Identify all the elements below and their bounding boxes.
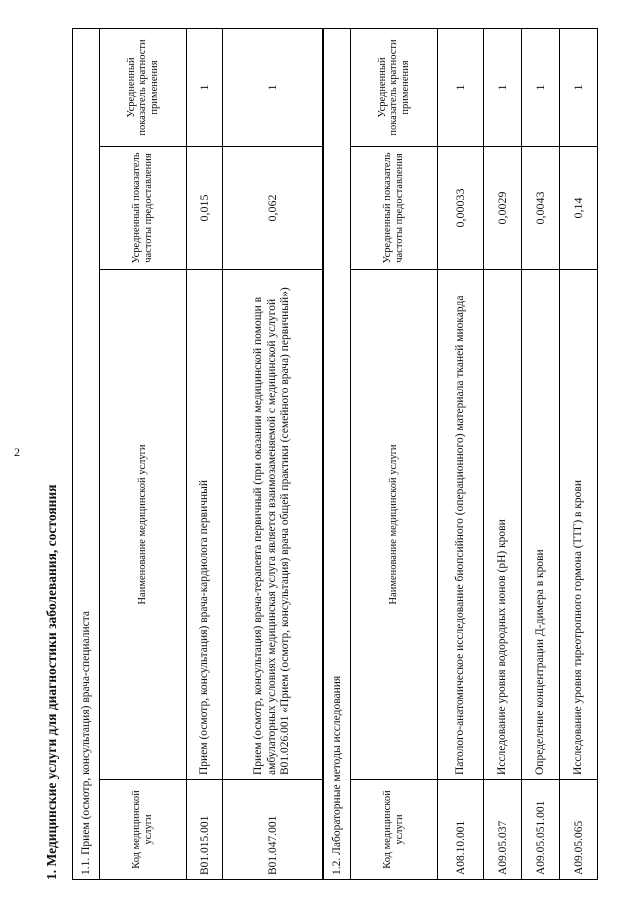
service-code: B01.047.001	[223, 780, 323, 880]
table-consultations	[72, 28, 323, 880]
multiplicity-value: 1	[438, 29, 484, 147]
table-row	[438, 29, 484, 880]
header-name: Наименование медицинской услуги	[351, 270, 438, 780]
multiplicity-value: 1	[223, 28, 323, 146]
service-code: A09.05.037	[484, 780, 522, 880]
service-name: Патолого-анатомическое исследование биопсийного (операционного) материала тканей миокарда	[438, 270, 484, 780]
multiplicity-value: 1	[484, 29, 522, 147]
frequency-value: 0,0043	[522, 147, 560, 270]
table-caption: 1.1. Прием (осмотр, консультация) врача-специалиста	[73, 28, 100, 879]
table-lab-methods	[323, 28, 598, 880]
table-row	[522, 29, 560, 880]
section-heading: 1. Медицинские услуги для диагностики заболевания, состояния	[44, 484, 59, 880]
header-code: Код медицинской услуги	[351, 780, 438, 880]
table-row	[560, 29, 598, 880]
service-name: Исследование уровня тиреотропного гормона (ТТГ) в крови	[560, 270, 598, 780]
service-name: Определение концентрации Д-димера в крови	[522, 270, 560, 780]
frequency-value: 0,14	[560, 147, 598, 270]
table-row	[223, 28, 323, 879]
frequency-value: 0,0029	[484, 147, 522, 270]
service-code: A09.05.065	[560, 780, 598, 880]
header-frequency: Усредненный показатель частоты предоставления	[100, 147, 187, 270]
header-name: Наименование медицинской услуги	[100, 270, 187, 780]
service-name: Исследование уровня водородных ионов (pH) крови	[484, 270, 522, 780]
service-name: Прием (осмотр, консультация) врача-терапевта первичный (при оказании медицинской помощи в амбулаторных условиях медицинская услуга является взаимозаменяемой с медицинской услугой B01.026.001 «Прием (осмотр, консультация) врача общей практики (семейного врача) первичный»)	[223, 270, 323, 780]
table-caption: 1.2. Лабораторные методы исследования	[324, 29, 351, 880]
header-multiplicity: Усредненный показатель кратности применения	[351, 29, 438, 147]
page-number: 2	[14, 445, 20, 459]
service-code: B01.015.001	[187, 780, 223, 880]
header-frequency: Усредненный показатель частоты предоставления	[351, 147, 438, 270]
frequency-value: 0,00033	[438, 147, 484, 270]
table-row	[484, 29, 522, 880]
service-name: Прием (осмотр, консультация) врача-кардиолога первичный	[187, 270, 223, 780]
rotated-content	[38, 25, 603, 880]
frequency-value: 0,062	[223, 147, 323, 270]
header-code: Код медицинской услуги	[100, 780, 187, 880]
frequency-value: 0,015	[187, 147, 223, 270]
multiplicity-value: 1	[560, 29, 598, 147]
multiplicity-value: 1	[187, 28, 223, 146]
service-code: A08.10.001	[438, 780, 484, 880]
table-row	[187, 28, 223, 879]
header-multiplicity: Усредненный показатель кратности применения	[100, 28, 187, 146]
multiplicity-value: 1	[522, 29, 560, 147]
service-code: A09.05.051.001	[522, 780, 560, 880]
